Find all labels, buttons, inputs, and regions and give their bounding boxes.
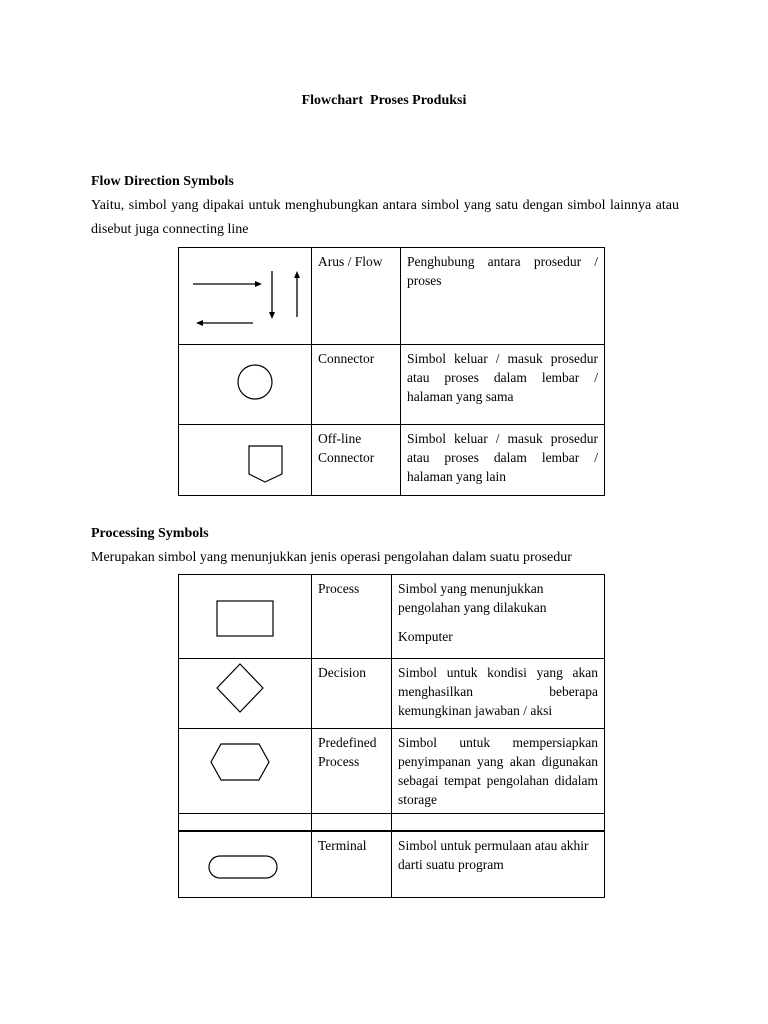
table-divider-row bbox=[179, 814, 605, 832]
symbol-description: Simbol untuk mempersiapkan penyimpanan yang akan digunakan sebagai tempat pengolahan didalam storage bbox=[392, 729, 605, 814]
symbol-name: Connector bbox=[312, 345, 401, 425]
flow-section-heading: Flow Direction Symbols bbox=[91, 174, 234, 189]
symbol-name: Arus / Flow bbox=[312, 248, 401, 345]
symbol-description: Simbol keluar / masuk prosedur atau proses dalam lembar / halaman yang lain bbox=[401, 425, 605, 496]
divider-cell bbox=[312, 814, 392, 832]
table-row bbox=[179, 831, 605, 897]
symbol-cell bbox=[179, 425, 312, 496]
process-rectangle-icon bbox=[180, 576, 311, 658]
table-row bbox=[179, 248, 605, 345]
processing-symbols-table bbox=[178, 574, 605, 898]
predefined-process-hexagon-icon bbox=[180, 733, 311, 809]
decision-diamond-icon bbox=[180, 660, 311, 728]
symbol-name: Terminal bbox=[312, 831, 392, 897]
connector-circle-icon bbox=[180, 346, 311, 424]
symbol-cell bbox=[179, 345, 312, 425]
symbol-cell bbox=[179, 575, 312, 659]
table-row bbox=[179, 575, 605, 659]
terminal-rounded-icon bbox=[180, 832, 311, 896]
page-title: Flowchart Proses Produksi bbox=[301, 93, 467, 108]
symbol-cell bbox=[179, 659, 312, 729]
processing-section-heading: Processing Symbols bbox=[91, 526, 209, 541]
symbol-name: Decision bbox=[312, 659, 392, 729]
flow-section-description: Yaitu, simbol yang dipakai untuk menghubungkan antara simbol yang satu dengan simbol lainnya atau disebut juga connecting line bbox=[91, 198, 679, 237]
symbol-description: Simbol keluar / masuk prosedur atau proses dalam lembar / halaman yang sama bbox=[401, 345, 605, 425]
table-row bbox=[179, 345, 605, 425]
symbol-cell bbox=[179, 248, 312, 345]
processing-section-description: Merupakan simbol yang menunjukkan jenis operasi pengolahan dalam suatu prosedur bbox=[91, 550, 572, 565]
symbol-description-extra: Komputer bbox=[398, 629, 453, 644]
divider-cell bbox=[179, 814, 312, 832]
symbol-description-cell bbox=[392, 575, 605, 659]
symbol-name: Predefined Process bbox=[312, 729, 392, 814]
flow-symbols-table bbox=[178, 247, 605, 496]
symbol-description: Simbol untuk permulaan atau akhir darti suatu program bbox=[392, 831, 605, 897]
symbol-description: Simbol yang menunjukkan pengolahan yang dilakukan bbox=[398, 581, 547, 615]
table-row bbox=[179, 729, 605, 814]
flow-arrows-icon bbox=[180, 249, 311, 344]
symbol-name: Process bbox=[312, 575, 392, 659]
symbol-cell bbox=[179, 831, 312, 897]
symbol-description: Simbol untuk kondisi yang akan menghasilkan beberapa kemungkinan jawaban / aksi bbox=[392, 659, 605, 729]
divider-cell bbox=[392, 814, 605, 832]
symbol-name: Off-line Connector bbox=[312, 425, 401, 496]
symbol-description: Penghubung antara prosedur / proses bbox=[401, 248, 605, 345]
symbol-cell bbox=[179, 729, 312, 814]
offline-connector-icon bbox=[180, 426, 311, 495]
table-row bbox=[179, 659, 605, 729]
table-row bbox=[179, 425, 605, 496]
